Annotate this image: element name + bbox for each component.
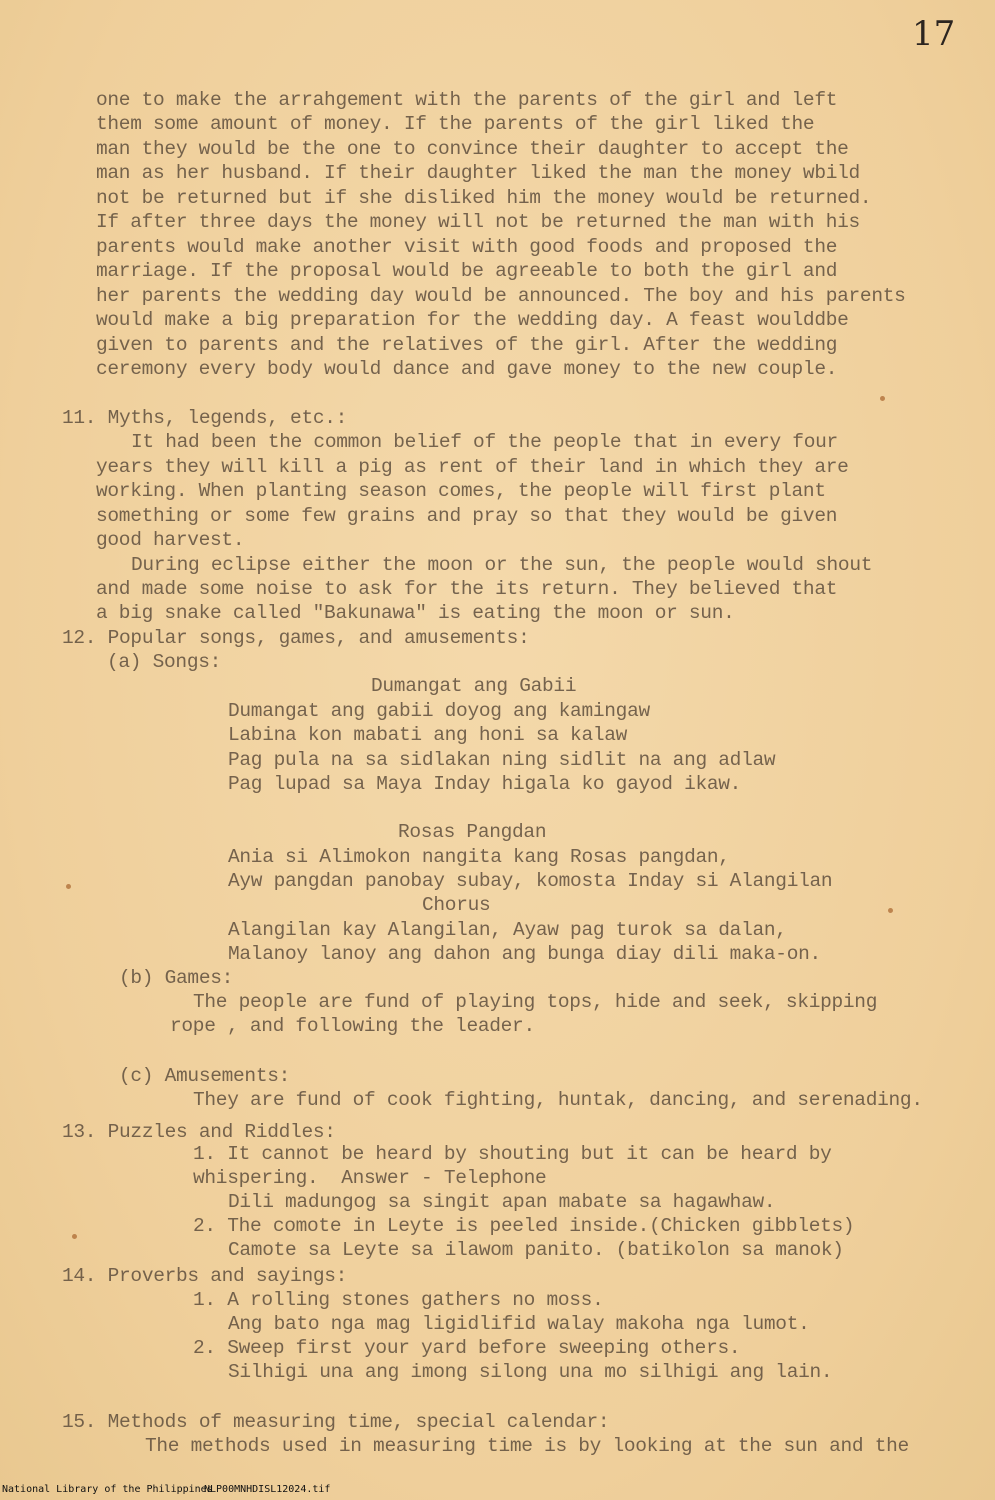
text-line: working. When planting season comes, the people will first plant: [96, 480, 826, 502]
text-line: a big snake called "Bakunawa" is eating the moon or sun.: [96, 602, 735, 624]
paper-speck: [888, 908, 893, 913]
footer-library: National Library of the Philippines: [2, 1484, 213, 1495]
text-line: years they will kill a pig as rent of their land in which they are: [96, 456, 849, 478]
song-line: Alangilan kay Alangilan, Ayaw pag turok sa dalan,: [228, 919, 787, 941]
text-line: Camote sa Leyte sa ilawom panito. (batikolon sa manok): [228, 1239, 844, 1261]
subsection-heading: (c) Amusements:: [119, 1065, 291, 1087]
text-line: parents would make another visit with good foods and proposed the: [96, 236, 838, 258]
chorus-label: Chorus: [422, 894, 491, 916]
text-line: The people are fund of playing tops, hide and seek, skipping: [193, 991, 878, 1013]
text-line: 2. Sweep first your yard before sweeping others.: [193, 1337, 741, 1359]
text-line: one to make the arrahgement with the parents of the girl and left: [96, 89, 838, 111]
song-title: Dumangat ang Gabii: [371, 675, 577, 697]
text-line: 1. A rolling stones gathers no moss.: [193, 1289, 604, 1311]
section-heading: 15. Methods of measuring time, special calendar:: [62, 1411, 610, 1433]
text-line: rope , and following the leader.: [170, 1015, 535, 1037]
text-line: not be returned but if she disliked him the money would be returned.: [96, 187, 872, 209]
footer-file: NLP00MNHDISL12024.tif: [204, 1484, 331, 1495]
song-title: Rosas Pangdan: [398, 821, 547, 843]
paper-speck: [880, 396, 885, 401]
text-line: Dili madungog sa singit apan mabate sa hagawhaw.: [228, 1191, 776, 1213]
text-line: It had been the common belief of the people that in every four: [131, 431, 838, 453]
section-heading: 11. Myths, legends, etc.:: [62, 407, 348, 429]
text-line: 2. The comote in Leyte is peeled inside.(Chicken gibblets): [193, 1215, 855, 1237]
text-line: and made some noise to ask for the its return. They believed that: [96, 578, 838, 600]
section-heading: 14. Proverbs and sayings:: [62, 1265, 348, 1287]
paper-speck: [66, 884, 71, 889]
text-line: Ang bato nga mag ligidlifid walay makoha nga lumot.: [228, 1313, 810, 1335]
section-heading: 12. Popular songs, games, and amusements:: [62, 627, 530, 649]
text-line: man as her husband. If their daughter liked the man the money wbild: [96, 162, 860, 184]
text-line: ceremony every body would dance and gave money to the new couple.: [96, 358, 838, 380]
song-line: Pag pula na sa sidlakan ning sidlit na ang adlaw: [228, 749, 776, 771]
text-line: given to parents and the relatives of the girl. After the wedding: [96, 334, 838, 356]
text-line: good harvest.: [96, 529, 245, 551]
subsection-heading: (a) Songs:: [107, 651, 222, 673]
text-line: man they would be the one to convince their daughter to accept the: [96, 138, 849, 160]
paper-speck: [72, 1234, 77, 1239]
song-line: Dumangat ang gabii doyog ang kamingaw: [228, 700, 650, 722]
text-line: something or some few grains and pray so that they would be given: [96, 505, 838, 527]
text-line: Silhigi una ang imong silong una mo silhigi ang lain.: [228, 1361, 833, 1383]
text-line: her parents the wedding day would be announced. The boy and his parents: [96, 285, 906, 307]
text-line: If after three days the money will not be returned the man with his: [96, 211, 860, 233]
text-line: The methods used in measuring time is by looking at the sun and the: [145, 1435, 909, 1457]
text-line: marriage. If the proposal would be agreeable to both the girl and: [96, 260, 838, 282]
subsection-heading: (b) Games:: [119, 967, 234, 989]
text-line: They are fund of cook fighting, huntak, dancing, and serenading.: [193, 1089, 923, 1111]
page-number: 17: [912, 14, 956, 54]
text-line: 1. It cannot be heard by shouting but it can be heard by: [193, 1143, 832, 1165]
text-line: them some amount of money. If the parents of the girl liked the: [96, 113, 815, 135]
song-line: Ayw pangdan panobay subay, komosta Inday si Alangilan: [228, 870, 833, 892]
text-line: During eclipse either the moon or the sun, the people would shout: [131, 554, 873, 576]
song-line: Ania si Alimokon nangita kang Rosas pangdan,: [228, 846, 730, 868]
section-heading: 13. Puzzles and Riddles:: [62, 1121, 336, 1143]
text-line: whispering. Answer - Telephone: [193, 1167, 547, 1189]
text-line: would make a big preparation for the wedding day. A feast woulddbe: [96, 309, 849, 331]
song-line: Labina kon mabati ang honi sa kalaw: [228, 724, 628, 746]
song-line: Pag lupad sa Maya Inday higala ko gayod ikaw.: [228, 773, 742, 795]
song-line: Malanoy lanoy ang dahon ang bunga diay dili maka-on.: [228, 943, 821, 965]
